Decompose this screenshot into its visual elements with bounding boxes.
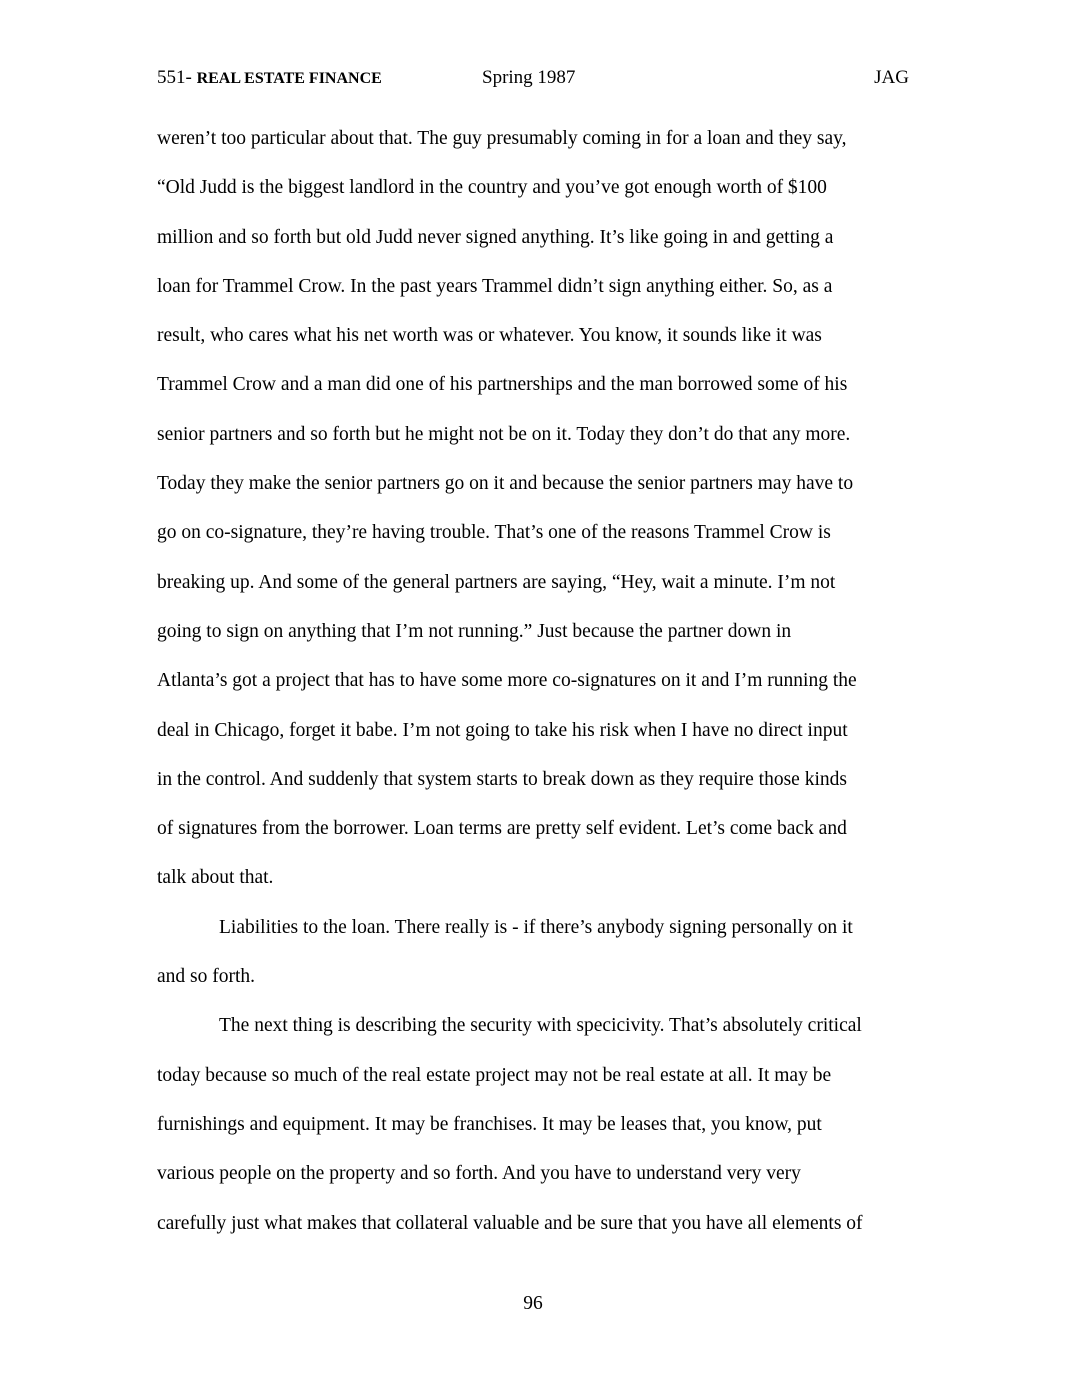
text-line: of signatures from the borrower. Loan terms are pretty self evident. Let’s come back and (157, 818, 847, 840)
text-line: deal in Chicago, forget it babe. I’m not going to take his risk when I have no direct input (157, 719, 848, 741)
text-line: and so forth. (157, 966, 256, 988)
text-line: weren’t too particular about that. The guy presumably coming in for a loan and they say, (157, 128, 847, 149)
paragraph-start-line: The next thing is describing the security with specicivity. That’s absolutely critical (219, 1015, 862, 1037)
author-initials: JAG (874, 67, 909, 88)
text-line: Atlanta’s got a project that has to have some more co-signatures on it and I’m running the (157, 670, 857, 692)
text-line: today because so much of the real estate project may not be real estate at all. It may be (157, 1064, 832, 1086)
text-line: go on co-signature, they’re having trouble. That’s one of the reasons Trammel Crow is (157, 522, 831, 544)
text-line: senior partners and so forth but he might not be on it. Today they don’t do that any more. (157, 423, 851, 445)
term-label: Spring 1987 (482, 67, 576, 88)
page-number: 96 (523, 1293, 543, 1314)
text-line: various people on the property and so forth. And you have to understand very very (157, 1163, 801, 1185)
text-line: million and so forth but old Judd never signed anything. It’s like going in and getting a (157, 226, 834, 248)
text-line: in the control. And suddenly that system starts to break down as they require those kinds (157, 768, 847, 790)
course-number: 551- (157, 67, 192, 88)
text-line: carefully just what makes that collateral valuable and be sure that you have all elements of (157, 1212, 863, 1234)
course-title: REAL ESTATE FINANCE (196, 70, 382, 87)
text-line: Trammel Crow and a man did one of his partnerships and the man borrowed some of his (157, 374, 848, 396)
paragraph-start-line: Liabilities to the loan. There really is - if there’s anybody signing personally on it (219, 916, 853, 938)
text-line: Today they make the senior partners go on it and because the senior partners may have to (157, 473, 854, 495)
text-line: furnishings and equipment. It may be franchises. It may be leases that, you know, put (157, 1113, 822, 1135)
text-line: “Old Judd is the biggest landlord in the country and you’ve got enough worth of $100 (157, 177, 827, 199)
text-line: going to sign on anything that I’m not running.” Just because the partner down in (157, 620, 792, 642)
text-line: result, who cares what his net worth was or whatever. You know, it sounds like it was (157, 325, 822, 347)
text-line: breaking up. And some of the general partners are saying, “Hey, wait a minute. I’m not (157, 571, 836, 593)
page-header (157, 66, 909, 90)
course-heading (157, 66, 382, 91)
text-line: talk about that. (157, 867, 274, 889)
text-line: loan for Trammel Crow. In the past years Trammel didn’t sign anything either. So, as a (157, 275, 833, 297)
transcript-body (157, 121, 909, 1255)
